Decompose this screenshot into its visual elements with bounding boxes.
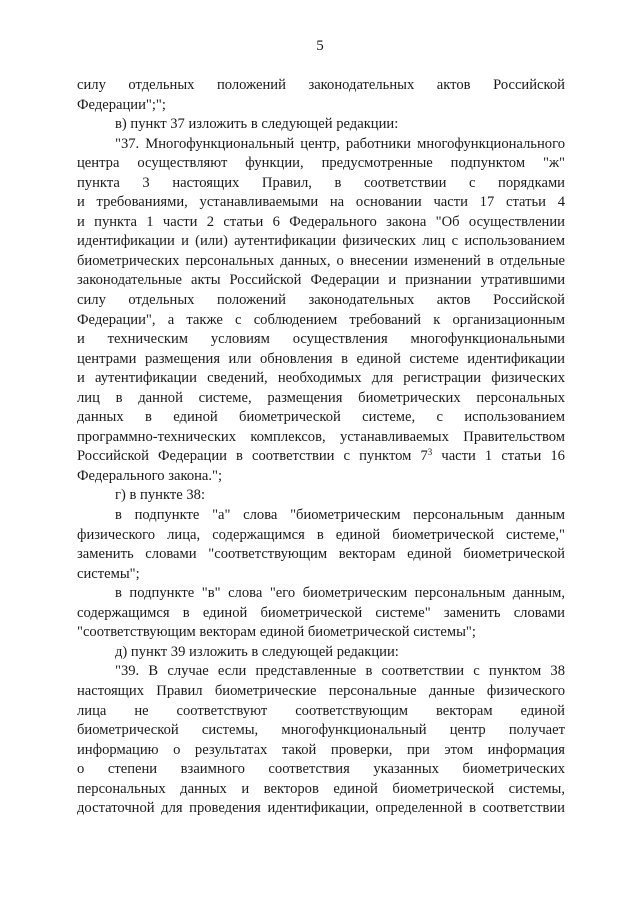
text-line: о степени взаимного соответствия указанных биометрических bbox=[77, 761, 565, 778]
text-line: настоящих Правил биометрические персональные данные физического bbox=[77, 682, 565, 699]
text-line: г) в пункте 38: bbox=[115, 487, 205, 504]
text-line: пункта 3 настоящих Правил, в соответствии с порядками bbox=[77, 174, 565, 191]
text-line: лица не соответствуют соответствующим векторам единой bbox=[77, 702, 565, 719]
text-line: биометрической системы, многофункциональный центр получает bbox=[77, 722, 565, 739]
text-line: и пункта 1 части 2 статьи 6 Федерального закона "Об осуществлении bbox=[77, 213, 565, 230]
text-line: идентификации и (или) аутентификации физических лиц с использованием bbox=[77, 233, 565, 250]
text-line: содержащимся в единой биометрической системе" заменить словами bbox=[77, 604, 565, 621]
text-line: Федерации";"; bbox=[77, 96, 166, 113]
text-line: "37. Многофункциональный центр, работники многофункционального bbox=[115, 135, 565, 152]
text-line: и техническим условиям осуществления многофункциональными bbox=[77, 331, 565, 348]
text-line: "39. В случае если представленные в соответствии с пунктом 38 bbox=[115, 663, 565, 680]
text-line: центра осуществляют функции, предусмотренные подпунктом "ж" bbox=[77, 155, 565, 172]
text-line: в) пункт 37 изложить в следующей редакции: bbox=[115, 116, 399, 133]
text-line: и требованиями, устанавливаемыми на основании части 17 статьи 4 bbox=[77, 194, 565, 211]
text-line: персональных данных и векторов единой биометрической системы, bbox=[77, 780, 565, 797]
text-line: физического лица, содержащимся в единой биометрической системе," bbox=[77, 526, 565, 543]
page-number: 5 bbox=[316, 38, 324, 54]
text-line: достаточной для проведения идентификации, определенной в соответствии bbox=[77, 800, 565, 817]
text-line: в подпункте "а" слова "биометрическим персональным данным bbox=[115, 507, 565, 524]
superscript: 3 bbox=[427, 447, 433, 458]
text-line: и аутентификации сведений, необходимых для регистрации физических bbox=[77, 370, 565, 387]
text-line: информацию о результатах такой проверки, при этом информация bbox=[77, 741, 565, 758]
text-line: силу отдельных положений законодательных актов Российской bbox=[77, 292, 565, 309]
text-line: биометрических персональных данных, о внесении изменений в отдельные bbox=[77, 252, 565, 269]
text-line: Российской Федерации в соответствии с пунктом $7^3$ части 1 статьи 16 bbox=[77, 447, 565, 465]
text-line: "соответствующим векторам единой биометрической системы"; bbox=[77, 624, 476, 641]
text-line: заменить словами "соответствующим векторам единой биометрической bbox=[77, 546, 565, 563]
text-line: в подпункте "в" слова "его биометрическим персональным данным, bbox=[115, 585, 565, 602]
text-line: д) пункт 39 изложить в следующей редакции: bbox=[115, 643, 399, 660]
text-line: программно-технических комплексов, устанавливаемых Правительством bbox=[77, 428, 565, 445]
text-line: центрами размещения или обновления в единой системе идентификации bbox=[77, 350, 565, 367]
text-line: системы"; bbox=[77, 565, 140, 582]
document-body bbox=[77, 76, 565, 819]
text-line: данных в единой биометрической системе, с использованием bbox=[77, 409, 565, 426]
text-line: силу отдельных положений законодательных актов Российской bbox=[77, 77, 565, 93]
text-line: Федерального закона."; bbox=[77, 467, 223, 484]
text-line: лиц в данной системе, размещения биометрических персональных bbox=[77, 389, 565, 406]
text-line: законодательные акты Российской Федерации и признании утратившими bbox=[77, 272, 565, 289]
text-line: Федерации", а также с соблюдением требований к организационным bbox=[77, 311, 565, 328]
